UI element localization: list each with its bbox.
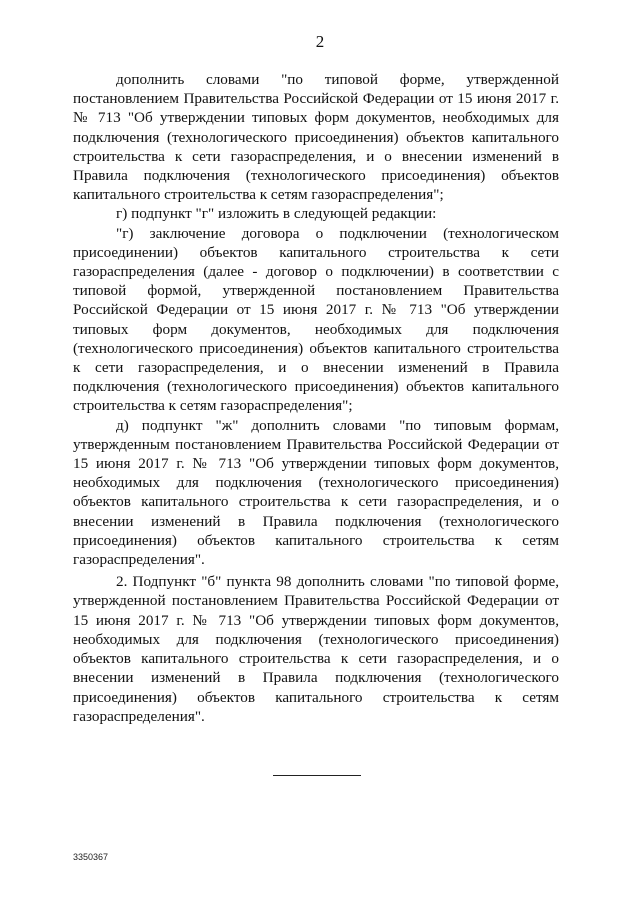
paragraph-subclause-d: д) подпункт "ж" дополнить словами "по типовым формам, утвержденным постановлением Правительства Российской Федерации от 15 июня 2017 г. № 713 "Об утверждении типовых форм документов, необходимых для подключения (технологического присоединения) объектов капитального строительства к сети газораспределения, и о внесении изменений в Правила подключения (технологического присоединения) объектов капитального строительства к сетям газораспределения". [73,416,559,569]
paragraph-subclause-g-text: "г) заключение договора о подключении (технологическом присоединении) объектов капитального строительства к сети газораспределения (далее - договор о подключении) в соответствии с типовой формой, утвержденной постановлением Правительства Российской Федерации от 15 июня 2017 г. № 713 "Об утверждении типовых форм документов, необходимых для подключения (технологического присоединения) объектов капитального строительства к сети газораспределения, и о внесении изменений в Правила подключения (технологического присоединения) объектов капитального строительства к сетям газораспределения"; [73,224,559,415]
paragraph-subclause-g-intro: г) подпункт "г" изложить в следующей редакции: [116,205,437,223]
paragraph-continuation: дополнить словами "по типовой форме, утвержденной постановлением Правительства Российской Федерации от 15 июня 2017 г. № 713 "Об утверждении типовых форм документов, необходимых для подключения (технологического присоединения) объектов капитального строительства к сети газораспределения, и о внесении изменений в Правила подключения (технологического присоединения) объектов капитального строительства к сетям газораспределения"; [73,71,559,204]
document-body [73,70,559,726]
page-number: 2 [315,32,325,51]
closing-divider [273,775,361,776]
paragraph-item-2: 2. Подпункт "б" пункта 98 дополнить словами "по типовой форме, утвержденной постановлением Правительства Российской Федерации от 15 июня 2017 г. № 713 "Об утверждении типовых форм документов, необходимых для подключения (технологического присоединения) объектов капитального строительства к сети газораспределения, и о внесении изменений в Правила подключения (технологического присоединения) объектов капитального строительства к сетям газораспределения". [73,573,559,725]
document-code: 3350367 [73,852,109,862]
